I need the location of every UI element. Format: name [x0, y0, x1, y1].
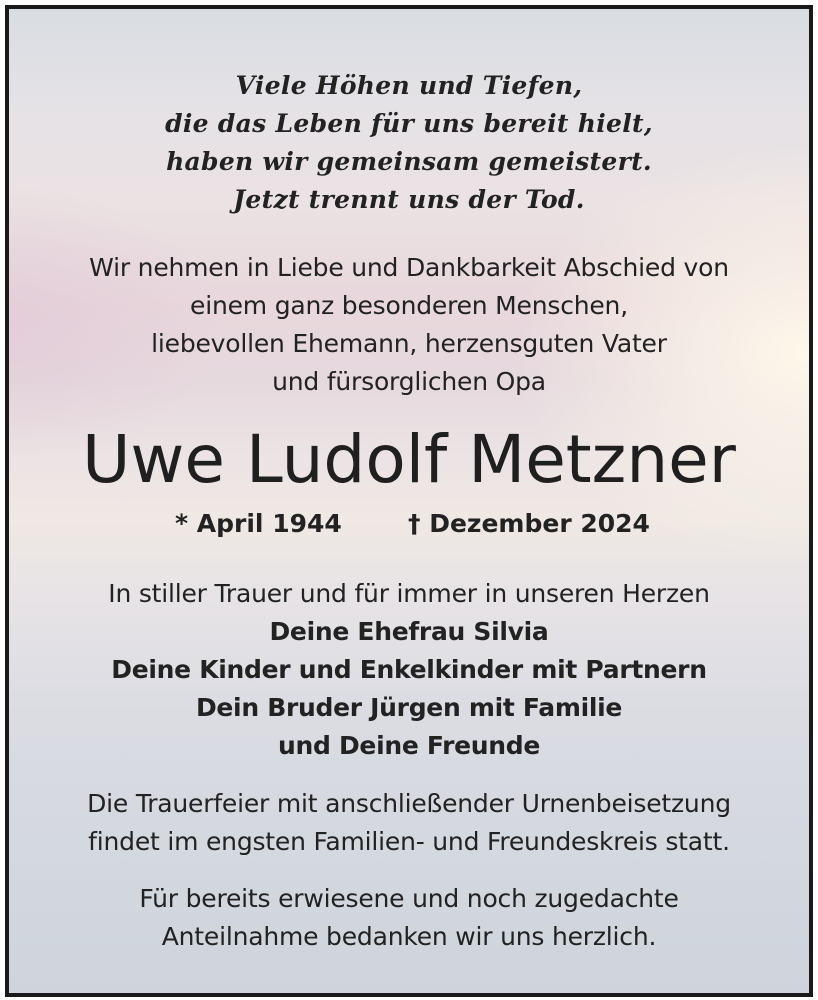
thanks-line-1: Für bereits erwiesene und noch zugedachte	[139, 884, 679, 913]
verse-line-2: die das Leben für uns bereit hielt,	[165, 109, 653, 138]
ceremony-line-2: findet im engsten Familien- und Freundeskreis statt.	[88, 827, 730, 856]
verse-line-4: Jetzt trennt uns der Tod.	[233, 185, 585, 214]
verse-line-1: Viele Höhen und Tiefen,	[235, 71, 583, 100]
life-dates	[9, 509, 809, 543]
farewell-line-3: liebevollen Ehemann, herzensguten Vater	[151, 329, 667, 358]
verse-line-3: haben wir gemeinsam gemeistert.	[166, 147, 652, 176]
mourner-line-3: Dein Bruder Jürgen mit Familie	[195, 693, 623, 722]
mourner-line-1: Deine Ehefrau Silvia	[269, 617, 549, 646]
obituary-notice	[5, 5, 813, 997]
farewell-line-2: einem ganz besonderen Menschen,	[190, 291, 628, 320]
mourners-intro: In stiller Trauer und für immer in unseren Herzen	[108, 579, 710, 608]
thanks-line-2: Anteilnahme bedanken wir uns herzlich.	[161, 922, 657, 951]
mourner-line-2: Deine Kinder und Enkelkinder mit Partnern	[111, 655, 707, 684]
obituary-content	[9, 9, 809, 993]
mourner-line-4: und Deine Freunde	[277, 731, 541, 760]
birth-date: * April 1944	[175, 509, 342, 538]
farewell-line-1: Wir nehmen in Liebe und Dankbarkeit Abschied von	[89, 253, 729, 282]
deceased-name: Uwe Ludolf Metzner	[82, 421, 736, 498]
farewell-line-4: und fürsorglichen Opa	[272, 367, 546, 396]
ceremony-line-1: Die Trauerfeier mit anschließender Urnenbeisetzung	[87, 789, 731, 818]
death-date: † Dezember 2024	[408, 509, 650, 538]
